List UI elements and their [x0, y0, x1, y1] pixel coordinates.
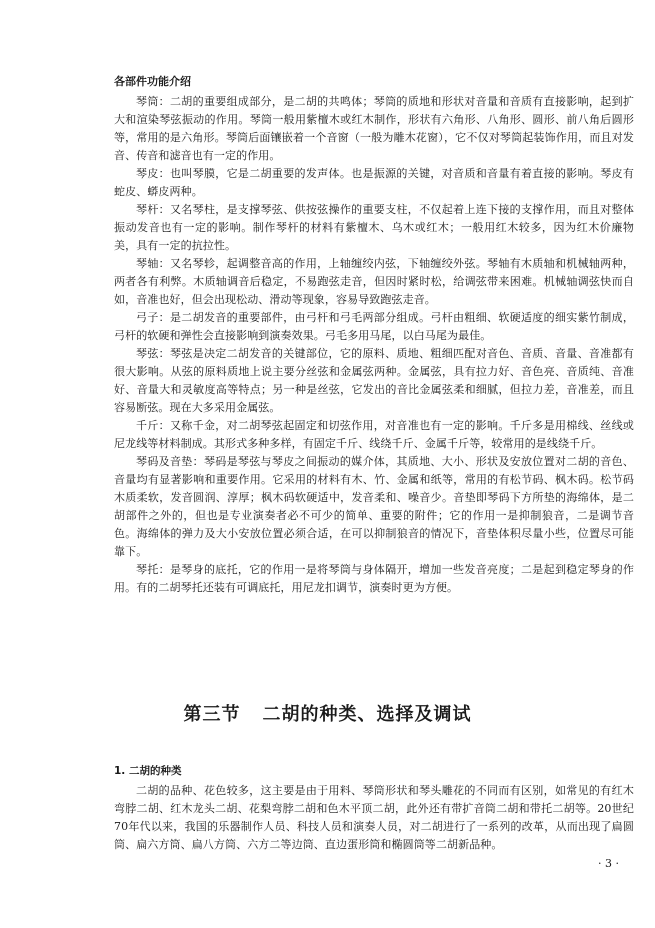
- paragraph-qinxian: 琴弦：琴弦是决定二胡发音的关键部位，它的原料、质地、粗细匹配对音色、音质、音量、音准都有很大影响。从弦的原料质地上说主要分丝弦和金属弦两种。金属弦，具有拉力好、音色亮、音质纯、音准好、音量大和灵敏度高等特点；另一种是丝弦，它发出的音比金属弦柔和细腻，但拉力差，音准差，而且容易断弦。现在大多采用金属弦。: [114, 347, 634, 414]
- paragraph-qintong: 琴筒：二胡的重要组成部分，是二胡的共鸣体；琴筒的质地和形状对音量和音质有直接影响，起到扩大和渲染琴弦振动的作用。琴筒一般用紫檀木或红木制作，形状有六角形、八角形、圆形、前八角后圆形等，常用的是六角形。琴筒后面镶嵌着一个音窗（一般为雕木花窗），它不仅对琴筒起装饰作用，而且对发音、传音和滤音也有一定的作用。: [114, 95, 634, 162]
- subsection-body: [114, 782, 634, 854]
- paragraph-qingan: 琴杆：又名琴柱，是支撑琴弦、供按弦操作的重要支柱，不仅起着上连下接的支撑作用，而且对整体振动发音也有一定的影响。制作琴杆的材料有紫檀木、乌木或红木；一般用红木较多，因为红木价廉物美，具有一定的抗拉性。: [114, 203, 634, 252]
- section-title: 各部件功能介绍: [114, 75, 191, 88]
- paragraph-qinpi: 琴皮：也叫琴膜，它是二胡重要的发声体。也是振源的关键，对音质和音量有着直接的影响。琴皮有蛇皮、蟒皮两种。: [114, 167, 634, 198]
- paragraph-gongzi: 弓子：是二胡发音的重要部件，由弓杆和弓毛两部分组成。弓杆由粗细、软硬适度的细实紫竹制成，弓杆的软硬和弹性会直接影响到演奏效果。弓毛多用马尾，以白马尾为最佳。: [114, 311, 634, 342]
- paragraph-qinma: 琴码及音垫：琴码是琴弦与琴皮之间振动的媒介体，其质地、大小、形状及安放位置对二胡的音色、音量均有显著影响和重要作用。它采用的材料有木、竹、金属和纸等，常用的有松节码、枫木码。松节码木质柔软，发音圆润、淳厚；枫木码软硬适中，发音柔和、噪音少。音垫即琴码下方所垫的海绵体，是二胡部件之外的，但也是专业演奏者必不可少的简单、重要的附件；它的作用一是抑制狼音，二是调节音色。海绵体的弹力及大小安放位置必须合适，在可以抑制狼音的情况下，音垫体积尽量小些，位置尽可能靠下。: [114, 455, 634, 558]
- subsection-title: 1. 二胡的种类: [114, 765, 182, 777]
- chapter-heading: [0, 700, 655, 726]
- chapter-title: 二胡的种类、选择及调试: [262, 704, 472, 725]
- section-block: [114, 74, 634, 597]
- paragraph-qintuo: 琴托：是琴身的底托，它的作用一是将琴筒与身体隔开，增加一些发音亮度；二是起到稳定琴身的作用。有的二胡琴托还装有可调底托，用尼龙扣调节，演奏时更为方便。: [114, 563, 634, 594]
- paragraph-qianjin: 千斤：又称千金，对二胡琴弦起固定和切弦作用，对音准也有一定的影响。千斤多是用棉线、丝线或尼龙线等材料制成。其形式多种多样，有固定千斤、线绕千斤、金属千斤等，较常用的是线绕千斤。: [114, 419, 634, 450]
- page-number: · 3 ·: [598, 857, 619, 870]
- paragraph-qinzhou: 琴轴：又名琴轸，起调整音高的作用，上轴缠绞内弦，下轴缠绞外弦。琴轴有木质轴和机械轴两种，两者各有利弊。木质轴调音后稳定，不易跑弦走音，但因时紧时松，给调弦带来困难。机械轴调弦快而自如，音准也好，但会出现松动、滑动等现象，容易导致跑弦走音。: [114, 257, 634, 306]
- chapter-label: 第三节: [183, 704, 241, 725]
- paragraph-erhu-types: 二胡的品种、花色较多，这主要是由于用料、琴筒形状和琴头雕花的不同而有区别，如常见的有红木弯脖二胡、红木龙头二胡、花梨弯脖二胡和色木平顶二胡，此外还有带扩音筒二胡和带托二胡等。20世纪70年代以来，我国的乐器制作人员、科技人员和演奏人员，对二胡进行了一系列的改革，从而出现了扁圆筒、扁六方筒、扁八方筒、六方二等边筒、直边蛋形筒和椭圆筒等二胡新品种。: [114, 784, 634, 851]
